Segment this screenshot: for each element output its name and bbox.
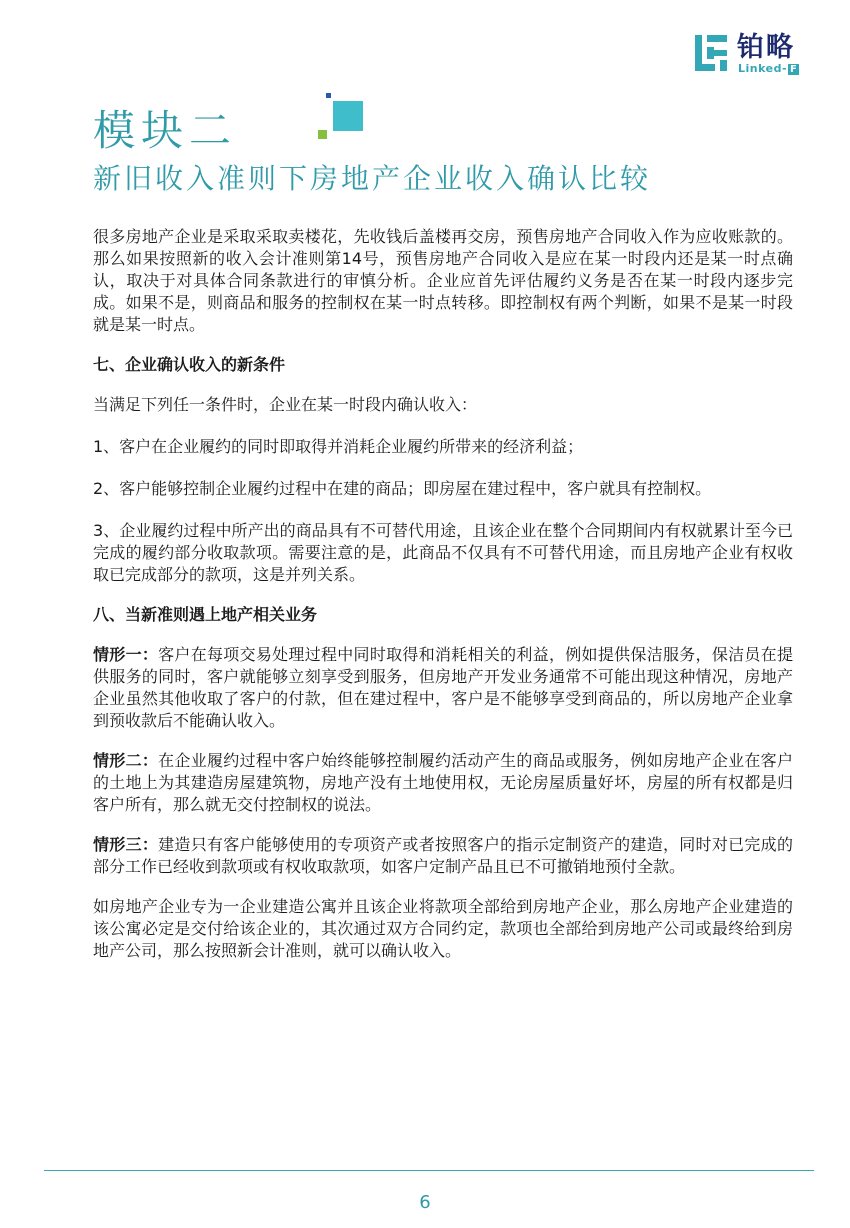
condition-item-2: 2、客户能够控制企业履约过程中在建的商品；即房屋在建过程中，客户就具有控制权。 [93,479,712,498]
case-1-paragraph [93,644,793,732]
brand-name-en [738,63,799,75]
decorative-square-green [318,130,327,139]
case-2-text: 在企业履约过程中客户始终能够控制履约活动产生的商品或服务，例如房地产企业在客户的土地上为其建造房屋建筑物，房地产没有土地使用权，无论房屋质量好坏，房屋的所有权都是归客户所有，那么就无交付控制权的说法。 [93,751,793,814]
section-7-heading: 七、企业确认收入的新条件 [93,355,286,374]
case-3-paragraph [93,834,793,878]
decorative-square-teal [333,101,363,131]
decorative-square-blue [326,93,331,98]
conclusion-paragraph: 如房地产企业专为一企业建造公寓并且该企业将款项全部给到房地产企业，那么房地产企业建造的该公寓必定是交付给该企业的，其次通过双方合同约定，款项也全部给到房地产公司或最终给到房地产公司，那么按照新会计准则，就可以确认收入。 [93,897,793,960]
case-2-paragraph [93,750,793,816]
case-3-label: 情形三： [93,835,159,854]
section-8-heading: 八、当新准则遇上地产相关业务 [93,605,318,624]
case-3-text: 建造只有客户能够使用的专项资产或者按照客户的指示定制资产的建造，同时对已完成的部分工作已经收到款项或有权收取款项，如客户定制产品且已不可撤销地预付全款。 [93,835,793,876]
brand-logo [693,33,813,75]
case-2-label: 情形二： [93,751,159,770]
module-subtitle: 新旧收入准则下房地产企业收入确认比较 [93,162,652,195]
document-body [93,226,793,962]
brand-name-en-badge: F [790,64,798,75]
footer-divider [44,1170,814,1171]
brand-name-cn: 铂略 [737,32,795,63]
condition-item-3: 3、企业履约过程中所产出的商品具有不可替代用途，且该企业在整个合同期间内有权就累计至今已完成的履约部分收取款项。需要注意的是，此商品不仅具有不可替代用途，而且房地产企业有权收取已完成部分的款项，这是并列关系。 [93,521,793,584]
case-1-label: 情形一： [93,645,159,664]
section-7-lead: 当满足下列任一条件时，企业在某一时段内确认收入： [93,395,478,414]
brand-name-en-text: Linked- [738,62,788,75]
intro-paragraph: 很多房地产企业是采取采取卖楼花，先收钱后盖楼再交房，预售房地产合同收入作为应收账款的。那么如果按照新的收入会计准则第14号，预售房地产合同收入是应在某一时段内还是某一时点确认，取决于对具体合同条款进行的审慎分析。企业应首先评估履约义务是否在某一时段内逐步完成。如果不是，则商品和服务的控制权在某一时点转移。即控制权有两个判断，如果不是某一时段就是某一时点。 [93,227,793,334]
module-title: 模块二 [93,106,238,155]
page-number: 6 [419,1192,431,1213]
case-1-text: 客户在每项交易处理过程中同时取得和消耗相关的利益，例如提供保洁服务，保洁员在提供服务的同时，客户就能够立刻享受到服务，但房地产开发业务通常不可能出现这种情况，房地产企业虽然其他收取了客户的付款，但在建过程中，客户是不能够享受到商品的，所以房地产企业拿到预收款后不能确认收入。 [93,645,793,730]
brand-mark-icon [693,33,729,73]
condition-item-1: 1、客户在企业履约的同时即取得并消耗企业履约所带来的经济利益； [93,437,584,456]
